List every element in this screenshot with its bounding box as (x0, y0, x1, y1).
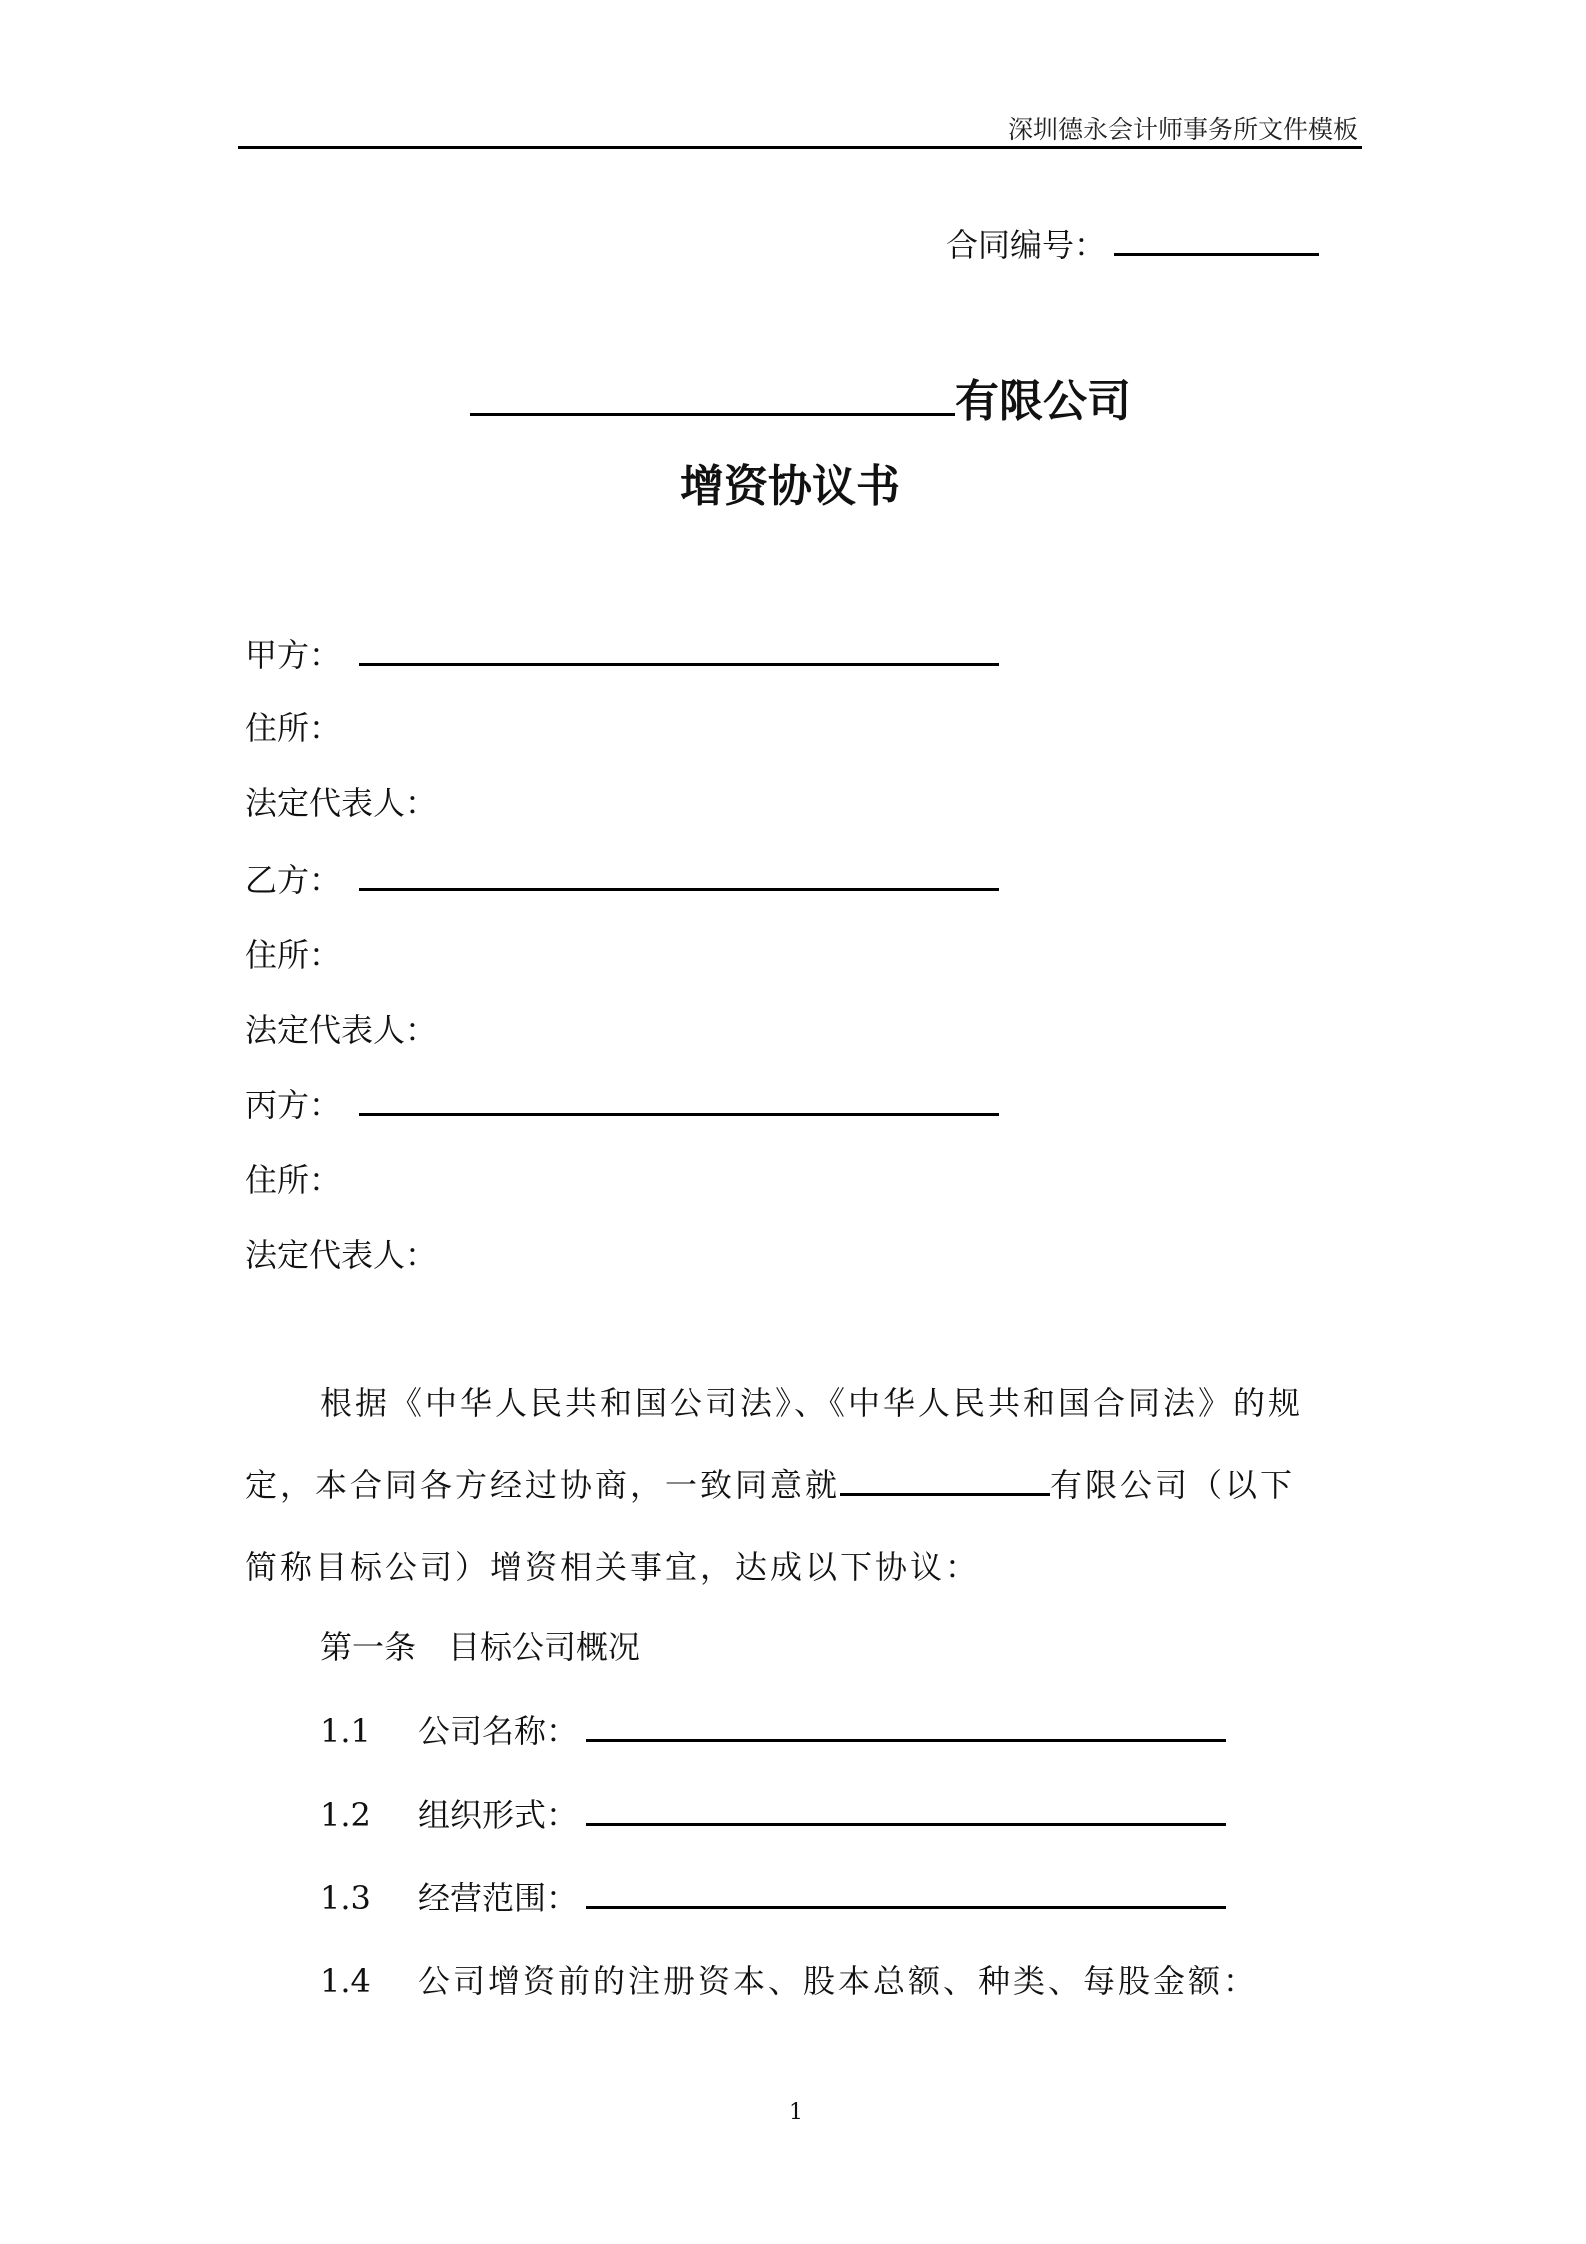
party-b-label: 乙方： (245, 861, 342, 899)
clause-num: 1.1 (320, 1712, 371, 1750)
contract-number (946, 220, 1319, 266)
company-name-field[interactable] (586, 1711, 1226, 1742)
page-number: 1 (789, 2100, 803, 2125)
party-c (245, 1080, 999, 1126)
clause-1-2 (320, 1790, 1226, 1836)
party-b-address-label: 住所： (245, 936, 342, 974)
party-b (245, 855, 999, 901)
preamble-line-3: 简称目标公司）增资相关事宜，达成以下协议： (245, 1548, 981, 1586)
party-c-label: 丙方： (245, 1086, 342, 1124)
party-a (245, 630, 999, 676)
party-b-rep-label: 法定代表人： (245, 1011, 438, 1049)
company-name-blank[interactable] (470, 377, 955, 416)
preamble-line-2 (245, 1460, 1295, 1506)
business-scope-field[interactable] (586, 1878, 1226, 1909)
preamble-line-2-before: 定，本合同各方经过协商，一致同意就 (245, 1466, 841, 1504)
party-a-blank[interactable] (359, 635, 999, 666)
clause-num: 1.4 (320, 1962, 371, 2000)
clause-num: 1.2 (320, 1796, 371, 1834)
contract-number-blank[interactable] (1114, 225, 1319, 256)
header-text: 深圳德永会计师事务所文件模板 (1007, 115, 1358, 144)
clause-1-3 (320, 1873, 1226, 1919)
preamble-line-1: 根据《中华人民共和国公司法》、《中华人民共和国合同法》的规 (320, 1384, 1304, 1422)
clause-1-1 (320, 1706, 1226, 1752)
article-1-heading: 第一条 目标公司概况 (320, 1628, 641, 1666)
clause-1-4 (320, 1956, 1258, 2002)
party-a-label: 甲方： (245, 636, 342, 674)
clause-num: 1.3 (320, 1879, 371, 1917)
party-b-blank[interactable] (359, 860, 999, 891)
party-a-rep-label: 法定代表人： (245, 784, 438, 822)
contract-number-label: 合同编号： (946, 226, 1107, 264)
clause-label: 经营范围： (418, 1879, 579, 1917)
party-c-address-label: 住所： (245, 1161, 342, 1199)
party-c-rep-label: 法定代表人： (245, 1236, 438, 1274)
title-company (470, 365, 1131, 429)
organization-form-field[interactable] (586, 1795, 1226, 1826)
preamble-line-2-after: 有限公司（以下 (1050, 1466, 1296, 1504)
clause-label: 组织形式： (418, 1796, 579, 1834)
clause-label: 公司名称： (418, 1712, 579, 1750)
party-c-blank[interactable] (359, 1085, 999, 1116)
party-a-address-label: 住所： (245, 709, 342, 747)
document-title: 增资协议书 (680, 461, 900, 512)
clause-label: 公司增资前的注册资本、股本总额、种类、每股金额： (418, 1962, 1259, 2000)
target-company-blank[interactable] (840, 1465, 1050, 1496)
title-company-suffix: 有限公司 (955, 376, 1131, 427)
header-rule (238, 146, 1362, 149)
